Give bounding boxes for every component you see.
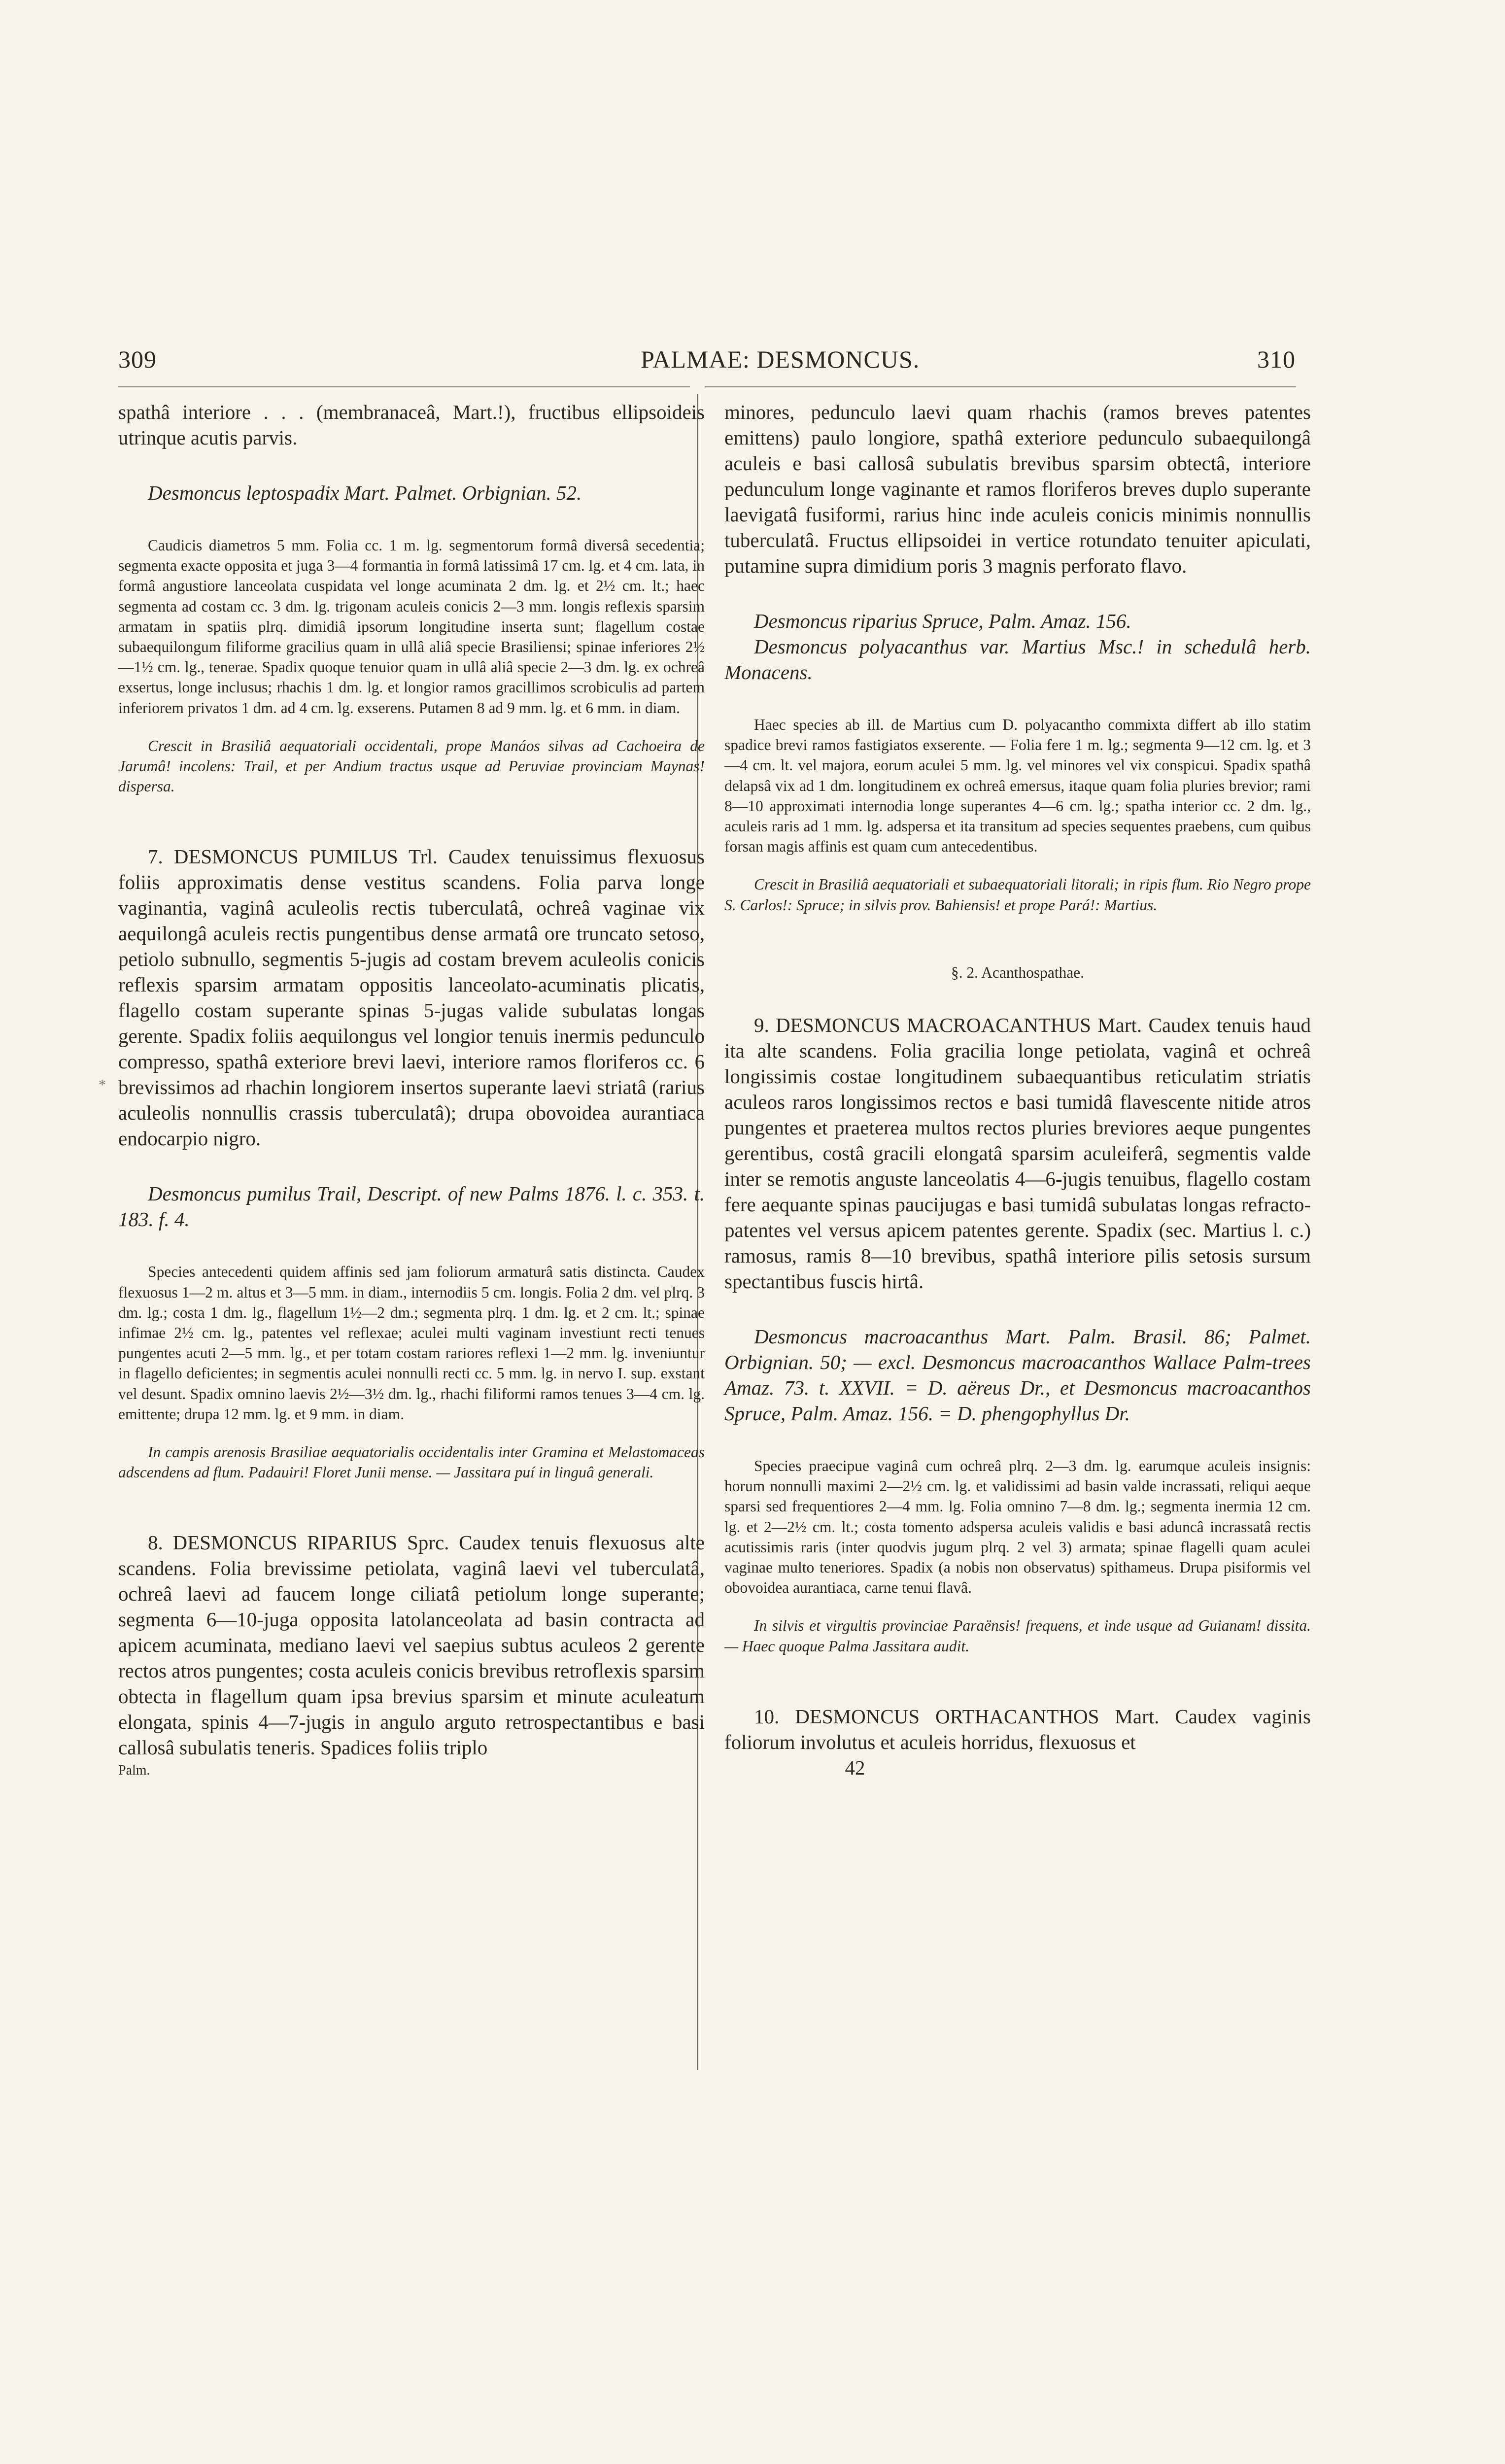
page-number-right: 310: [1257, 345, 1296, 373]
section-heading: §. 2. Acanthospathae.: [951, 963, 1085, 981]
habitat-note: In silvis et virgultis provinciae Paraënsis! frequens, et inde usque ad Guianam! dissita. — Haec quoque Palma Jassitara audit.: [724, 1617, 1311, 1655]
description-small: Species praecipue vaginâ cum ochreâ plrq. 2—3 dm. lg. earumque aculeis insignis: horum nonnulli maximi 2—2½ cm. lg. et validissimi ad basin valde incrassati, reliqui aeque sparsi sed frequentiores 2—4 mm. lg. Folia omnino 7—8 dm. lg.; segmenta inermia 12 cm. lg. et 2—2½ cm. lt.; costa tomento adspersa aculeis validis e basi aduncâ incrassatâ rectis acutissimis raris (inter quodvis jugum plrq. 2 vel 3) armata; spinae flagelli quam aculei vaginae multo teneriores. Spadix (a nobis non observatus) spithameus. Drupa pisiformis vel obovoidea aurantiaca, carne tenui flavâ.: [724, 1457, 1311, 1597]
running-title: PALMAE: DESMONCUS.: [641, 345, 920, 373]
habitat-note: Crescit in Brasiliâ aequatoriali et subaequatoriali litorali; in ripis flum. Rio Negro prope S. Carlos!: Spruce; in silvis prov. Bahiensis! et prope Pará!: Martius.: [724, 876, 1311, 914]
synonym-line: Desmoncus macroacanthus Mart. Palm. Brasil. 86; Palmet. Orbignian. 50; — excl. Desmoncus macroacanthos Wallace Palm-trees Amaz. 73. t. XXVII. = D. aëreus Dr., et Desmoncus macroacanthos Spruce, Palm. Amaz. 156. = D. phengophyllus Dr.: [724, 1325, 1311, 1425]
page-number-left: 309: [118, 345, 157, 373]
paragraph-body: minores, pedunculo laevi quam rhachis (ramos breves patentes emittens) paulo longiore, spathâ exteriore pedunculo subaequilongâ aculeis e basi callosâ subulatis brevibus sparsim obtectâ, interiore pedunculum longe vaginante et ramos floriferos breves duplo superante laevigatâ fusiformi, rarius hinc inde aculeis conicis minimis nonnullis tuberculatâ. Fructus ellipsoidei in vertice rotundato tenuiter apiculati, putamine supra dimidium poris 3 magnis perforato flavo.: [724, 401, 1311, 577]
running-header: [0, 345, 1505, 375]
species-8-description: 8. DESMONCUS RIPARIUS Sprc. Caudex tenuis flexuosus alte scandens. Folia brevissime petiolata, vaginâ laevi vel tuberculatâ, ochreâ laevi ad faucem longe ciliatâ petiolum longe superante; segmenta 6—10-juga opposita latolanceolata ad basin contracta ad apicem acuminata, mediano laevi vel saepius subtus aculeos 2 gerente rectos atros pungentes; costa aculeis conicis brevibus retroflexis sparsim obtecta in flagellum quam ipsa brevius sparsim et minute aculeatum elongata, spinis 4—7-jugis in angulo arguto retrospectantibus e basi callosâ subulatis teneris. Spadices foliis triplo: [118, 1531, 705, 1759]
paragraph-body: spathâ interiore . . . (membranaceâ, Mart.!), fructibus ellipsoideis utrinque acutis parvis.: [118, 401, 705, 449]
header-rule-right: [705, 386, 1296, 387]
description-small: Species antecedenti quidem affinis sed jam foliorum armaturâ satis distincta. Caudex flexuosus 1—2 m. altus et 3—5 mm. in diam., internodiis 5 cm. longis. Folia 2 dm. vel plrq. 3 dm. lg.; costa 1 dm. lg., flagellum 1½—2 dm.; segmenta plrq. 1 dm. lg. et 2 cm. lt.; spinae infimae 2½ cm. lg., patentes vel reflexae; aculei multi vaginam investiunt recti tenues pungentes acuti 2—5 mm. lg., et per totam costam rariores reflexi 1—2 mm. lg. inveniuntur in flagello deficientes; in segmentis aculei nonnulli recti cc. 5 mm. lg. in nervo I. sup. exstant vel desunt. Spadix omnino laevis 2½—3½ dm. lg., rhachi filiformi ramos tenues 3—4 cm. lg. emittente; drupa 12 mm. lg. et 9 mm. in diam.: [118, 1263, 705, 1423]
species-9-description: 9. DESMONCUS MACROACANTHUS Mart. Caudex tenuis haud ita alte scandens. Folia gracilia longe petiolata, vaginâ et ochreâ longissimis costae longitudinem subaequantibus reticulatim striatis aculeos raros longissimos rectos e basi tumidâ flavescente nitide atros pungentes et praeterea multos rectos pluries breviores aeque pungentes gerentibus, costâ gracili elongatâ sparsim aculeiferâ, segmentis valde inter se remotis anguste lanceolatis 4—6-jugis tenuibus, flagello costam fere aequante spinas paucijugas e basi tumidâ subulatas longas refracto-patentes vel versus apicem patentes gerente. Spadix (sec. Martius l. c.) ramosus, ramis 8—10 brevibus, spathâ interiore pilis setosis sursum spectantibus fuscis hirtâ.: [724, 1014, 1311, 1293]
species-10-description: 10. DESMONCUS ORTHACANTHOS Mart. Caudex vaginis foliorum involutus et aculeis horridus, flexuosus et: [724, 1705, 1311, 1753]
left-column: [118, 399, 705, 1781]
description-small: Haec species ab ill. de Martius cum D. polyacantho commixta differt ab illo statim spadice brevi ramos fastigiatos exserente. — Folia fere 1 m. lg.; segmenta 9—12 cm. lg. et 3—4 cm. lt. vel majora, eorum aculei 5 mm. lg. vel minores vel vix conspicui. Spadix spathâ delapsâ vix ad 1 dm. longitudinem ex ochreâ emersus, itaque quam folia pluries brevior; rami 8—10 approximati internodia longe superantes 4—6 cm. lg.; spatha interior cc. 2 dm. lg., aculeis raris ad 1 mm. lg. adspersa et ita transitum ad species sequentes praebens, cum quibus forsan magis affinis est quam cum antecedentibus.: [724, 716, 1311, 856]
description-small: Caudicis diametros 5 mm. Folia cc. 1 m. lg. segmentorum formâ diversâ secedentia; segmenta exacte opposita et juga 3—4 formantia in formâ latissimâ 17 cm. lg. et 4 cm. lata, in formâ angustiore lanceolata cuspidata vel longe acuminata 2 dm. lg. et 2½ cm. lt.; haec segmenta ad costam cc. 3 dm. lg. trigonam aculeis conicis 2—3 mm. longis reflexis sparsim armatam in spatiis plrq. dimidiâ ipsorum longitudine inserta sunt; flagellum costae subaequilongum filiforme gracilius quam in ullâ aliâ specie Brasiliensi; spinae inferiores 2½—1½ cm. lg., tenerae. Spadix quoque tenuior quam in ullâ aliâ specie 2—3 dm. lg. ex ochreâ exsertus, longe inclusus; rhachis 1 dm. lg. et longior ramos gracillimos scrobiculis ad partem inferiorem privatos 1 dm. ad 4 cm. lg. exserens. Putamen 8 ad 9 mm. lg. et 6 mm. in diam.: [118, 537, 705, 717]
synonym-line: Desmoncus leptospadix Mart. Palmet. Orbignian. 52.: [148, 481, 582, 504]
synonym-line: Desmoncus polyacanthus var. Martius Msc.! in schedulâ herb. Monacens.: [724, 635, 1311, 684]
synonym-line: Desmoncus riparius Spruce, Palm. Amaz. 156.: [754, 610, 1131, 632]
species-7-description: 7. DESMONCUS PUMILUS Trl. Caudex tenuissimus flexuosus foliis approximatis dense vestitus scandens. Folia parva longe vaginantia, vaginâ aculeolis rectis tuberculatâ, ochreâ vaginae vix aequilongâ aculeis rectis pungentibus dense armatâ ore truncato setoso, petiolo subnullo, segmentis 5-jugis ad costam brevem aculeolis conicis reflexis sparsim armatam oppositis lanceolato-acuminatis plicatis, flagello costam superante spinas 5-jugas valide subulatas longas gerente. Spadix foliis aequilongus vel longior tenuis inermis pedunculo compresso, spathâ exteriore brevi laevi, interiore ramos floriferos cc. 6 brevissimos ad rhachin longiorem insertos superante laevi striatâ (rarius aculeolis nonnullis crassis tuberculatâ); drupa obovoidea aurantiaca endocarpio nigro.: [118, 845, 705, 1150]
header-rule-left: [118, 386, 690, 387]
signature-mark: 42: [845, 1756, 865, 1779]
synonym-line: Desmoncus pumilus Trail, Descript. of new Palms 1876. l. c. 353. t. 183. f. 4.: [118, 1182, 705, 1231]
habitat-note: Crescit in Brasiliâ aequatoriali occidentali, prope Manáos silvas ad Cachoeira de Jarumâ! incolens: Trail, et per Andium tractus usque ad Peruviae provinciam Maynas! dispersa.: [118, 737, 705, 795]
margin-mark: *: [99, 1077, 106, 1093]
right-column: [724, 399, 1311, 1780]
habitat-note: In campis arenosis Brasiliae aequatorialis occidentalis inter Gramina et Melastomaceas adscendens ad flum. Padauiri! Floret Junii mense. — Jassitara puí in linguâ generali.: [118, 1443, 705, 1481]
sheet-footer: Palm.: [118, 1763, 150, 1779]
